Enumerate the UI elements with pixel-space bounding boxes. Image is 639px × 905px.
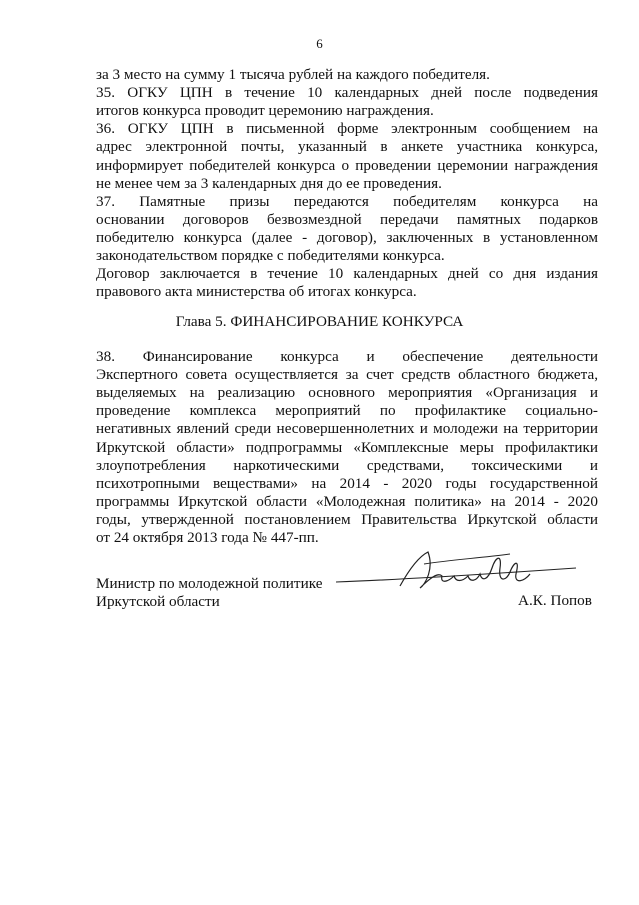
text-line: 35. ОГКУ ЦПН в течение 10 календарных дней после подведения — [96, 84, 598, 102]
text-line: 38. Финансирование конкурса и обеспечение деятельности — [96, 348, 598, 365]
text-line: проведение комплекса мероприятий по профилактике социально- — [96, 402, 598, 420]
chapter-heading: Глава 5. ФИНАНСИРОВАНИЕ КОНКУРСА — [175, 313, 464, 330]
text-line: правового акта министерства об итогах конкурса. — [96, 283, 417, 301]
text-line: выделяемых на реализацию основного мероприятия «Организация и — [96, 384, 598, 402]
text-line: годы, утвержденной постановлением Правительства Иркутской области — [96, 510, 598, 528]
text-line: психотропными веществами» на 2014 - 2020 годы государственной — [96, 474, 598, 492]
page-number: 6 — [316, 36, 323, 51]
text-line: победителю конкурса (далее - договор), заключенных в установленном — [96, 228, 598, 246]
text-line: законодательством порядке с победителями конкурса. — [96, 247, 445, 264]
text-line: Иркутской области» подпрограммы «Комплексные меры профилактики — [96, 438, 598, 456]
text-line: 37. Памятные призы передаются победителям конкурса на — [96, 192, 598, 210]
text-line: Договор заключается в течение 10 календарных дней со дня издания — [96, 265, 598, 283]
text-line: от 24 октября 2013 года № 447-пп. — [96, 529, 319, 546]
text-line: негативных явлений среди несовершеннолетних и молодежи на территории — [96, 420, 598, 438]
text-line: адрес электронной почты, указанный в анкете участника конкурса, — [96, 138, 598, 156]
text-line: не менее чем за 3 календарных дня до ее проведения. — [96, 174, 442, 192]
text-line: Экспертного совета осуществляется за счет средств областного бюджета, — [96, 366, 598, 384]
signatory-title-line-2: Иркутской области — [96, 593, 220, 610]
text-line: программы Иркутской области «Молодежная политика» на 2014 - 2020 — [96, 492, 598, 510]
signatory-title-line-1: Министр по молодежной политике — [96, 575, 323, 592]
text-line: информирует победителей конкурса о проведении церемонии награждения — [96, 156, 598, 174]
handwritten-signature — [330, 538, 580, 598]
signatory-name: А.К. Попов — [518, 592, 592, 609]
text-line: за 3 место на сумму 1 тысяча рублей на каждого победителя. — [96, 66, 490, 83]
text-line: злоупотребления наркотическими средствами, токсическими и — [96, 456, 598, 474]
text-line: 36. ОГКУ ЦПН в письменной форме электронным сообщением на — [96, 120, 598, 138]
text-line: итогов конкурса проводит церемонию награждения. — [96, 102, 434, 120]
text-line: основании договоров безвозмездной передачи памятных подарков — [96, 210, 598, 228]
